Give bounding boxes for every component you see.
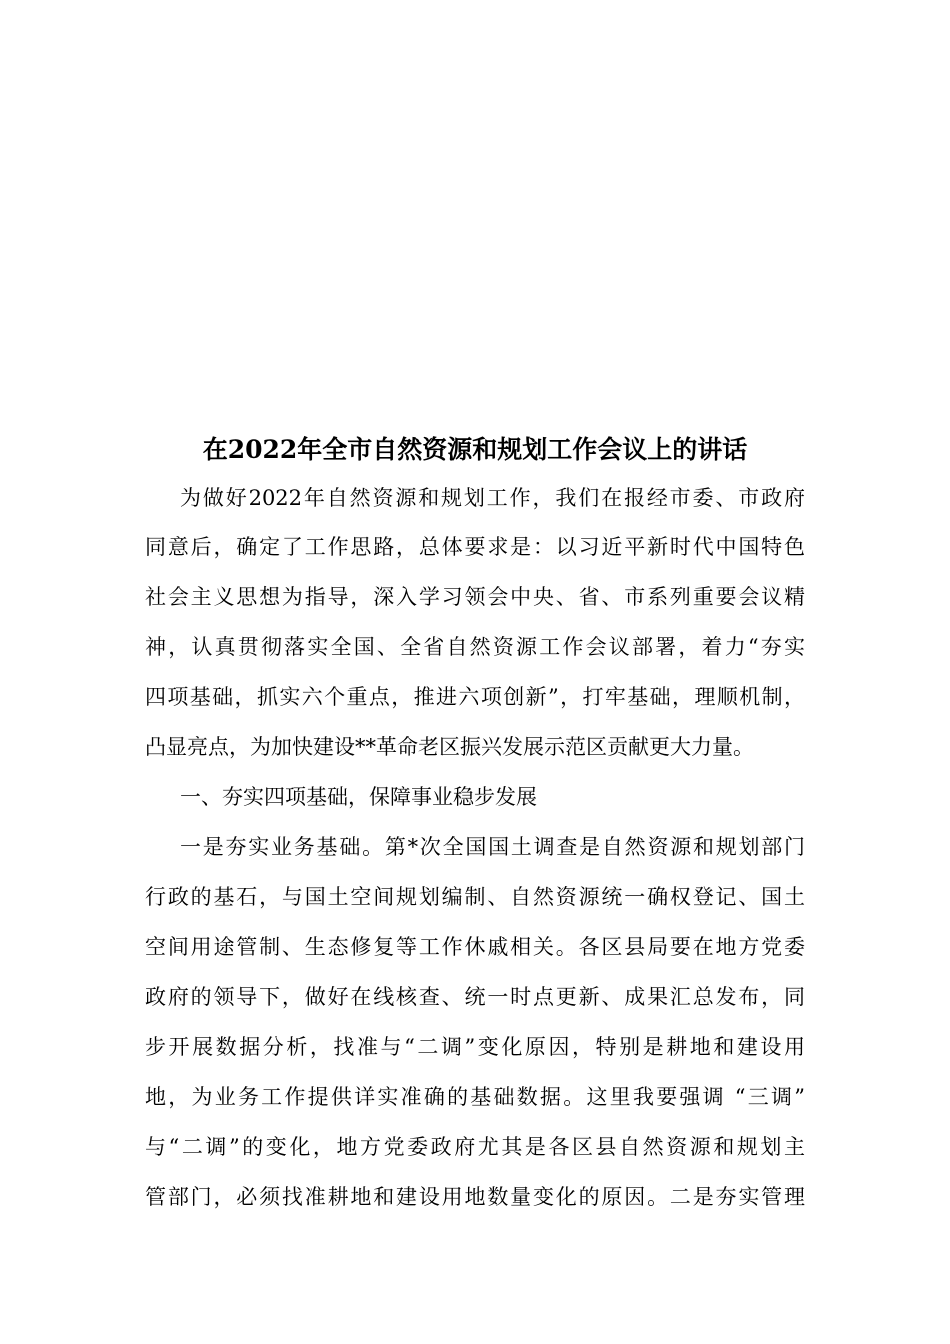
- paragraph-line: 政府的领导下，做好在线核查、统一时点更新、成果汇总发布，同: [145, 985, 805, 1009]
- paragraph-line: 社会主义思想为指导，深入学习领会中央、省、市系列重要会议精: [145, 585, 805, 609]
- document-title: 在2022年全市自然资源和规划工作会议上的讲话: [202, 435, 748, 464]
- paragraph-line: 与“二调”的变化，地方党委政府尤其是各区县自然资源和规划主: [145, 1135, 805, 1159]
- paragraph-line: 管部门，必须找准耕地和建设用地数量变化的原因。二是夯实管理: [145, 1185, 805, 1209]
- paragraph-line: 行政的基石，与国土空间规划编制、自然资源统一确权登记、国土: [145, 885, 805, 909]
- paragraph-line: 地，为业务工作提供详实准确的基础数据。这里我要强调 “三调”: [145, 1085, 805, 1109]
- paragraph-line: 神，认真贯彻落实全国、全省自然资源工作会议部署，着力“夯实: [145, 635, 805, 659]
- paragraph-line: 为做好2022年自然资源和规划工作，我们在报经市委、市政府: [180, 486, 805, 510]
- paragraph-line: 空间用途管制、生态修复等工作休戚相关。各区县局要在地方党委: [145, 935, 805, 959]
- paragraph-line: 四项基础，抓实六个重点，推进六项创新”，打牢基础，理顺机制，: [145, 685, 805, 709]
- section-heading: 一、夯实四项基础，保障事业稳步发展: [180, 785, 537, 809]
- paragraph-line: 步开展数据分析，找准与“二调”变化原因，特别是耕地和建设用: [145, 1035, 805, 1059]
- paragraph-line: 一是夯实业务基础。第*次全国国土调查是自然资源和规划部门: [180, 835, 805, 859]
- paragraph-line: 同意后，确定了工作思路，总体要求是：以习近平新时代中国特色: [145, 535, 805, 559]
- paragraph-line: 凸显亮点，为加快建设**革命老区振兴发展示范区贡献更大力量。: [145, 735, 754, 759]
